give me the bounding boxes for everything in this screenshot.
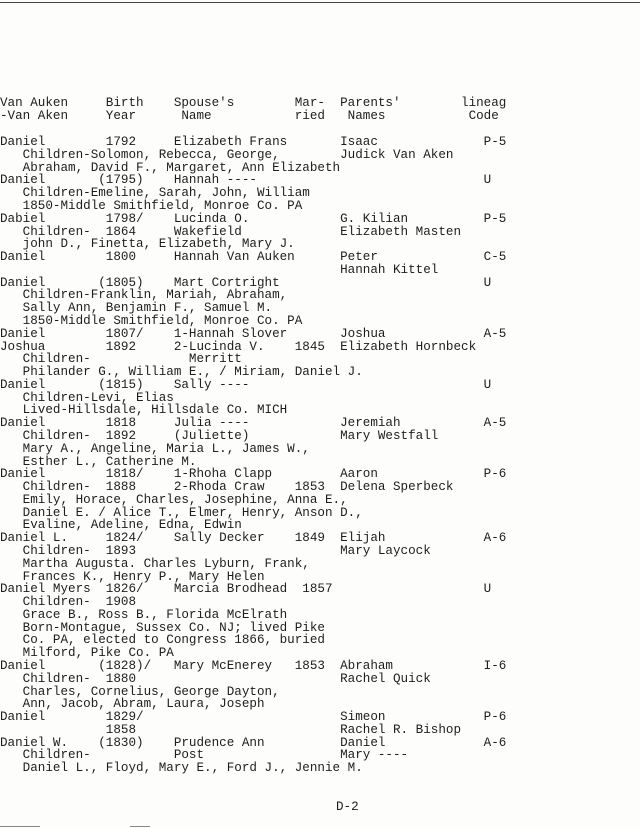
entry-line: Philander G., William E., / Miriam, Daniel J. (0, 365, 363, 379)
entry-line: Charles, Cornelius, George Dayton, (0, 684, 280, 699)
entry-line: Daniel 1807/ 1-Hannah Slover Joshua A-5 (0, 326, 507, 341)
bottom-rule (130, 826, 150, 827)
page-number: D-2 (336, 800, 359, 814)
top-rule (0, 2, 640, 3)
bottom-rule (0, 826, 40, 827)
entry-line: Children- 1880 Rachel Quick (0, 671, 431, 686)
entry-line: 1858 Rachel R. Bishop (0, 722, 462, 737)
entry-line: john D., Finetta, Elizabeth, Mary J. (0, 237, 295, 252)
entry-line: Daniel (1805) Mart Cortright U (0, 275, 492, 290)
entry-line: 1850-Middle Smithfield, Monroe Co. PA (0, 313, 303, 328)
entry-line: Ann, Jacob, Abram, Laura, Joseph (0, 697, 265, 712)
entry-line: Children- 1908 (0, 595, 137, 610)
entry-line: Children-Franklin, Mariah, Abraham, (0, 288, 288, 303)
entry-line: Children- Merritt (0, 352, 242, 367)
entry-line: Daniel 1829/ Simeon P-6 (0, 710, 507, 725)
entry-line: Children- 1893 Mary Laycock (0, 544, 431, 558)
entry-line: Sally Ann, Benjamin F., Samuel M. (0, 301, 273, 316)
entry-line: Emily, Horace, Charles, Josephine, Anna E., (0, 492, 348, 507)
entry-line: Abraham, David F., Margaret, Ann Elizabeth (0, 160, 341, 175)
entry-line: Hannah Kittel (0, 262, 439, 277)
entry-line: Grace B., Ross B., Florida McElrath (0, 607, 288, 622)
column-header-line-1: Van Auken Birth Spouse's Mar- Parents' lineag (0, 96, 507, 110)
entry-line: Born-Montague, Sussex Co. NJ; lived Pike (0, 620, 325, 635)
entry-line: Daniel 1818 Julia ---- Jeremiah A-5 (0, 416, 507, 431)
column-header-line-2: -Van Aken Year Name ried Names Code (0, 109, 499, 123)
entry-line: Daniel Myers 1826/ Marcia Brodhead 1857 U (0, 582, 492, 597)
entry-line: Esther L., Catherine M. (0, 454, 197, 469)
entry-line: Evaline, Adeline, Edna, Edwin (0, 518, 242, 533)
entry-line: Dabiel 1798/ Lucinda O. G. Kilian P-5 (0, 211, 507, 226)
entry-line: Daniel E. / Alice T., Elmer, Henry, Anson D., (0, 505, 363, 520)
entry-line: Daniel (1828)/ Mary McEnerey 1853 Abraham I-6 (0, 659, 507, 673)
entry-line: Children- 1892 (Juliette) Mary Westfall (0, 428, 439, 443)
entry-line: Martha Augusta. Charles Lyburn, Frank, (0, 556, 310, 571)
entry-line: Daniel 1792 Elizabeth Frans Isaac P-5 (0, 135, 507, 149)
entry-line: Milford, Pike Co. PA (0, 646, 174, 661)
entry-line: Children- 1864 Wakefield Elizabeth Masten (0, 224, 462, 239)
entry-line: Children-Levi, Elias (0, 390, 174, 405)
entry-line: Children- Post Mary ---- (0, 748, 409, 763)
entry-line: Children-Emeline, Sarah, John, William (0, 186, 310, 201)
entry-line: Daniel 1818/ 1-Rhoha Clapp Aaron P-6 (0, 467, 507, 482)
entry-line: Mary A., Angeline, Maria L., James W., (0, 441, 310, 456)
entry-line: Daniel 1800 Hannah Van Auken Peter C-5 (0, 250, 507, 264)
entry-line: Daniel W. (1830) Prudence Ann Daniel A-6 (0, 735, 507, 750)
entry-line: Children- 1888 2-Rhoda Craw 1853 Delena Sperbeck (0, 480, 454, 495)
entry-line: Co. PA, elected to Congress 1866, buried (0, 633, 325, 648)
entry-line: Daniel L., Floyd, Mary E., Ford J., Jennie M. (0, 761, 363, 776)
entry-line: Daniel L. 1824/ Sally Decker 1849 Elijah A-6 (0, 531, 507, 546)
entry-line: Daniel (1795) Hannah ---- U (0, 173, 492, 188)
entry-line: Frances K., Henry P., Mary Helen (0, 569, 265, 584)
entry-line: Daniel (1815) Sally ---- U (0, 377, 492, 392)
entry-line: Lived-Hillsdale, Hillsdale Co. MICH (0, 403, 288, 418)
entry-line: Joshua 1892 2-Lucinda V. 1845 Elizabeth Hornbeck (0, 339, 477, 354)
entry-line: Children-Solomon, Rebecca, George, Judick Van Aken (0, 147, 454, 162)
entry-line: 1850-Middle Smithfield, Monroe Co. PA (0, 198, 303, 213)
